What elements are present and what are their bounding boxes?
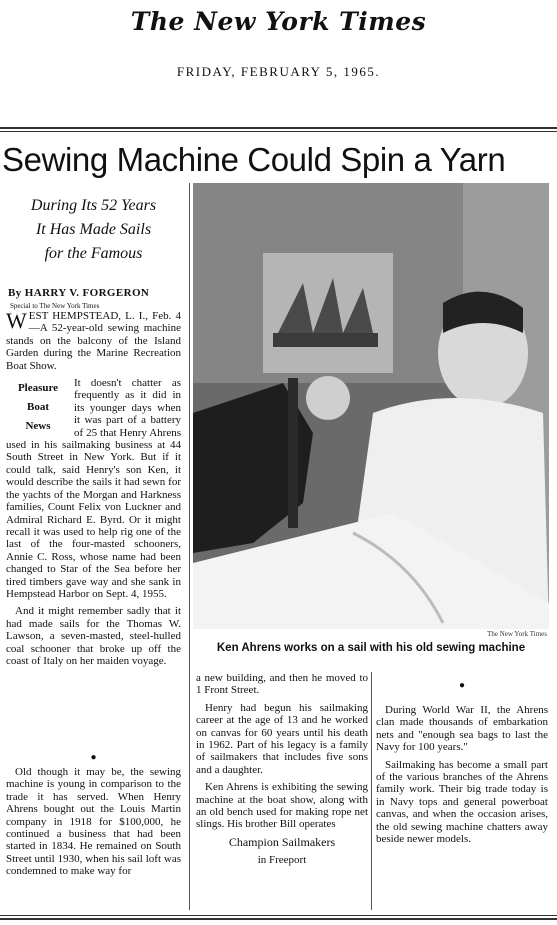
sidebar-label (6, 379, 70, 436)
top-rule (0, 127, 557, 132)
sidebar-label-line: Pleasure (17, 382, 59, 395)
article-paragraph: During World War II, the Ahrens clan made thousands of embarkation nets and "enough sea bags to last the Navy for 100 years." (376, 704, 548, 754)
column-divider (371, 672, 372, 910)
subheading: Champion Sailmakers (228, 834, 336, 849)
article-paragraph (6, 377, 181, 600)
article-column-1b (6, 766, 181, 883)
article-paragraph (6, 310, 181, 372)
article-paragraph: Ken Ahrens is exhibiting the sewing machine at the boat show, along with an old bench used for making rope net slings. His brother Bill operates (196, 781, 368, 831)
article-paragraph: Sailmaking has become a small part of the various branches of the Ahrens family work. Their big trade today is in Navy tops and general powerboat canvas, and when the occasion arises, the old sewing machine chatters away beside newer models. (376, 758, 548, 846)
masthead: The New York Times (130, 7, 427, 36)
article-column-1 (6, 310, 181, 672)
article-paragraph: And it might remember sadly that it had made sails for the Thomas W. Lawson, a seven-masted, steel-hulled coal schooner that broke up off the coast of Italy on her maiden voyage. (6, 605, 181, 667)
photo-caption: Ken Ahrens works on a sail with his old sewing machine (216, 642, 526, 654)
article-paragraph: Henry had begun his sailmaking career at the age of 13 and he worked on canvas for 60 years until his death in 1962. Part of his legacy is a family of sailmakers that includes five sons and a daughter. (196, 701, 368, 776)
subhead-line: During Its 52 Years (30, 197, 157, 214)
dateline: FRIDAY, FEBRUARY 5, 1965. (176, 64, 381, 79)
special-credit: Special to The New York Times (10, 302, 100, 310)
article-paragraph: a new building, and then he moved to 1 Front Street. (196, 672, 368, 697)
separator-dot: ● (458, 680, 466, 691)
sidebar-label-line: News (25, 420, 51, 433)
photo-illustration (193, 183, 549, 629)
subhead-line: for the Famous (44, 245, 143, 262)
paragraph-text: EST HEMPSTEAD, L. I., Feb. 4—A 52-year-old sewing machine stands on the balcony of the Island Garden during the Marine Recreation Boat Show. (6, 310, 181, 372)
headline: Sewing Machine Could Spin a Yarn (2, 141, 506, 178)
subheading-line-2: in Freeport (257, 854, 307, 867)
subhead (0, 194, 187, 266)
sidebar-label-line: Boat (27, 401, 49, 414)
paragraph-text: It doesn't chatter as frequently as it did in its younger days when it was part of a battery of 25 that Henry Ahrens used in his sailmaking business at 44 South Street in New York. But if it could talk, said Henry's son Ken, it would describe the sails it had sewn for the yachts of the Morgan and Harkness families, Count Felix von Luckner and Admiral Richard E. Byrd. Or it might recall it was used to help rig one of the last of the four-masted schooners, Annie C. Ross, whose name had been changed to Star of the Sea before her tired timbers gave way and she sank in Hempstead Harbor on Sept. 4, 1955. (6, 377, 181, 600)
separator-dot: ● (90, 752, 97, 763)
photo-credit: The New York Times (487, 630, 547, 638)
column-divider (189, 183, 190, 910)
article-column-3 (376, 704, 548, 850)
drop-cap: W (6, 308, 27, 333)
photo (193, 183, 549, 629)
article-column-2 (196, 672, 368, 873)
byline: By HARRY V. FORGERON (8, 287, 150, 299)
bottom-rule (0, 915, 557, 920)
subhead-line: It Has Made Sails (35, 221, 152, 238)
article-paragraph: Old though it may be, the sewing machine is young in comparison to the trade it has served. When Henry Ahrens bought out the Louis Martin company in 1918 for $100,000, he continued a business that had been started in 1834. He remained on South Street until 1930, when his sail loft was condemned to make way for (6, 766, 181, 878)
